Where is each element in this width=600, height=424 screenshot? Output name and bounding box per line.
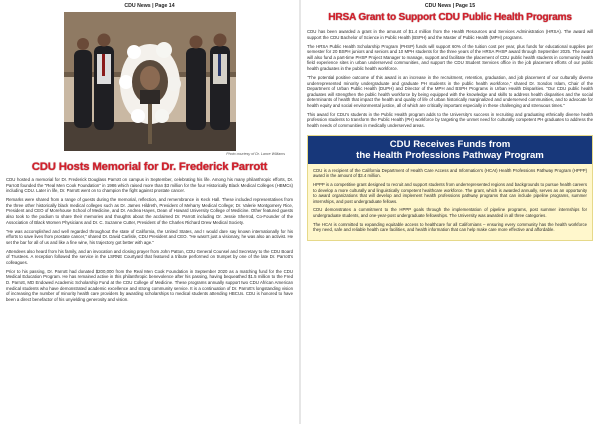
photo-credit: Photo courtesy of Dr. Lance Williams [226, 152, 285, 156]
hppp-box-title-line2: the Health Professions Pathway Program [356, 149, 544, 161]
hrsa-paragraph-1: CDU has been awarded a grant in the amount of $1.4 million from the Health Resources and Services Administration (HRSA). The award will support the CDU Bachelor of Science in Public Health (BSPH) and the Master of Public Health (MPH) programs. [307, 29, 593, 40]
hppp-box-title-line1: CDU Receives Funds from [389, 138, 511, 150]
page-header-left: CDU News | Page 14 [124, 3, 175, 9]
hppp-highlight-box [307, 135, 593, 242]
memorial-headline: CDU Hosts Memorial for Dr. Frederick Parrott [31, 161, 268, 173]
memorial-paragraph-3: "He was accomplished and well regarded throughout the state of California, the United States, and I would dare say known internationally for his efforts to save lives from prostate cancer," shared Dr. David Carlisle, CDU President and CEO. "He wasn't just a visionary, he was also an activist. He set the bar for all of us and like a fine wine, his trajectory got better with age." [6, 228, 293, 245]
memorial-paragraph-1: CDU hosted a memorial for Dr. Frederick Douglass Parrott on campus in September, celebrating his life. Among his many philanthropic efforts, Dr. Parrott founded the "Real Men Cook Foundation" in 1986 which raised more than $3 million for the four Historically Black Medical Colleges (HBMCs) including CDU. Later in life, Dr. Parrott went on to champion the fight against prostate cancer. [6, 177, 293, 194]
memorial-paragraph-2: Remarks were shared from a range of guests during the memorial, reflection, and remembrance in Keck Hall. These included representatives from the three other historically black medical colleges such as Dr. James Hildreth, President of Meharry Medical College; Dr. Valerie Montgomery Rice, President and CEO of Morehouse School of Medicine, and Dr. Andrea Hayes, Dean of Howard University College of Medicine. Other featured guests also took to the podium to share their memories and thoughts about the acclaimed Dr. Parrott including Dr. Jessie Sherrod, Co-Founder of the Association of Black Women Physicians and Dr. C. Suzanne Cutter, President of the Charles Richard Drew Medical Society. [6, 197, 293, 225]
hppp-paragraph-2: HPPP is a competitive grant designed to recruit and support students from underrepresented regions and backgrounds to pursue health careers to develop a more culturally and linguistically competent healthcare workforce. The grant, which is awarded annually, serves as an opportunity to award organizations that will develop and implement health professions pathway programs that can include pipeline programs, summer internships, and post undergraduate fellows. [313, 182, 587, 204]
page-14 [0, 0, 299, 424]
memorial-paragraph-5: Prior to his passing, Dr. Parrott had donated $200,000 from the Real Men Cook Foundation in September 2020 as a matching fund for the CDU Medical Education Program. He has remained active in this philanthropic benevolence after his passing, having bequeathed $1.5 million to the Fred D. Parrott, MD Endowed Academic Scholarship Fund at the CDU College of Medicine. These programs annually support two CDU African American medical students who have demonstrated academic excellence and strong community service. It is a continuation of Dr. Parrott's longstanding vision of increasing the number of minority health care providers by awarding scholarships to medical students attending HBCUs. CDU is honored to have been a direct benefactor of his unyielding generosity and vision. [6, 268, 293, 302]
memorial-paragraph-4: Attendees also heard from his family, and an invocation and closing prayer from John Patton, CDU General Counsel and Secretary to the CDU Board of Trustees. A reception followed the service in the LSRNE Courtyard that featured a tribute performed on trumpet by one of the late Dr. Parrott's colleagues. [6, 248, 293, 265]
memorial-photo-illustration [64, 12, 236, 151]
hppp-box-body [308, 164, 592, 241]
memorial-article [6, 177, 293, 302]
hrsa-article [307, 29, 593, 129]
page-15 [301, 0, 600, 424]
page-header-right: CDU News | Page 15 [424, 3, 476, 9]
hrsa-paragraph-3: "The potential positive outcome of this award is an increase in the recruitment, retention, graduation, and job placement of our culturally diverse underrepresented minority undergraduate and graduate PH students in the public health workforce," shared Dr. Sondos Islam, Chair of the Department of Urban Public Health (DUPH) and Director of the MPH and BSPH Programs in Urban Health Disparities. "Our CDU public health graduates will strengthen the public health workforce by being equipped with the knowledge and skills to address health disparities and the social determinants of health that impact the health and quality of life of urban historically marginalized and underserved communities, and to advocate for health equity and social environmental justice, all of which are critically important especially in these challenging and strenuous times." [307, 74, 593, 108]
hrsa-paragraph-2: The HRSA Public Health Scholarship Program (PHSP) funds will support 60% of the tuition cost per year, plus funds for educational supplies per semester for 20 BSPH juniors and seniors and 10 MPH students for the three years of the HRSA PHSP award through September 2025. The award will also fund a part-time PHSP Project Manager to manage, support and facilitate the placement of CDU public health students in community health field experience sites in urban underserved communities, and support the CDU Student Services office in the job placement efforts of our public health graduates in the public health workforce. [307, 43, 593, 71]
hppp-paragraph-3: CDU demonstrates a commitment to the HPPP goals through the implementation of pipeline programs, post summer internships for undergraduate students, and one-year-post undergraduate fellowships. The University was awarded in all three categories. [313, 207, 587, 218]
memorial-photo [64, 12, 236, 151]
hppp-paragraph-4: The HCAI is committed to expanding equitable access to healthcare for all Californians – ensuring every community has the health workforce they need, safe and reliable health care facilities, and health information that can help make care more effective and affordable. [313, 221, 587, 233]
hrsa-headline: HRSA Grant to Support CDU Public Health Programs [328, 12, 572, 23]
hrsa-paragraph-4: This award for CDU's students in the Public Health program adds to the University's success in recruiting and graduating ethnically diverse health profession students to transform the Public Health (PH) workforce by targeting the unmet need for culturally competent PH graduates to address the health needs of communities in medically underserved areas. [307, 111, 593, 129]
hppp-box-title [308, 136, 592, 164]
hppp-paragraph-1: CDU is a recipient of the California Department of Health Care Access and Information's (HCAI) Health Professions Pathway Program (HPPP) award in the amount of $3.4 million. [313, 167, 587, 179]
